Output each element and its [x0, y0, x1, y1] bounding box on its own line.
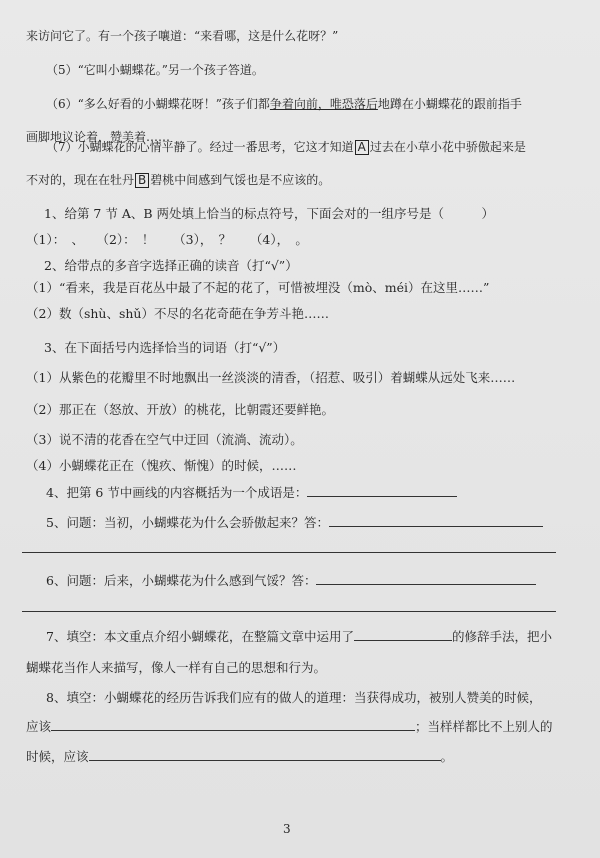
question-4-answer-blank[interactable] — [307, 484, 457, 497]
question-3-item-1: （1）从紫色的花瓣里不时地飘出一丝淡淡的清香，（招惹、吸引）着蝴蝶从远处飞来…… — [26, 370, 516, 385]
p6-underlined-phrase: 争着向前，唯恐落后 — [269, 97, 378, 111]
passage-paragraph-6 — [46, 96, 522, 112]
question-8-text-b: ；当样样都比不上别人的 — [415, 719, 553, 734]
question-5-answer-blank[interactable] — [329, 514, 543, 527]
question-7-line-2: 蝴蝶花当作人来描写，像人一样有自己的思想和行为。 — [26, 660, 327, 675]
question-3: 3、在下面括号内选择恰当的词语（打“√”） — [44, 340, 286, 355]
question-6-text: 6、问题：后来，小蝴蝶花为什么感到气馁？答： — [46, 573, 317, 588]
passage-line-1: 来访问它了。有一个孩子嚷道：“来看哪，这是什么花呀？” — [26, 29, 339, 43]
question-8-text-c: 时候，应该 — [26, 749, 89, 764]
p7-text-a: （7）小蝴蝶花的心情平静了。经过一番思考，它这才知道 — [46, 140, 354, 154]
question-5-text: 5、问题：当初，小蝴蝶花为什么会骄傲起来？答： — [46, 515, 329, 530]
passage-paragraph-5: （5）“它叫小蝴蝶花。”另一个孩子答道。 — [46, 63, 264, 77]
question-8-answer-blank-1[interactable] — [51, 718, 415, 731]
mark-box-a: A — [355, 140, 369, 155]
question-5-answer-line[interactable] — [22, 552, 556, 553]
question-1: 1、给第 7 节 A、B 两处填上恰当的标点符号，下面会对的一组序号是（ ） — [44, 206, 495, 221]
p6-text-a: （6）“多么好看的小蝴蝶花呀！”孩子们都 — [46, 97, 270, 111]
question-8-text-d: 。 — [440, 749, 454, 764]
passage-paragraph-6-line-2: 画脚地议论着，赞美着…… — [26, 130, 171, 144]
question-8-line-2 — [26, 718, 553, 735]
p6-text-b: 地蹲在小蝴蝶花的跟前指手 — [377, 97, 522, 111]
question-2-item-2: （2）数（shù、shǔ）不尽的名花奇葩在争芳斗艳…… — [26, 306, 329, 321]
question-8-answer-blank-2[interactable] — [89, 748, 441, 761]
question-7 — [46, 628, 552, 645]
mark-box-b: B — [135, 173, 149, 188]
question-1-options: （1）： 、 （2）： ！ （3）， ？ （4）， 。 — [26, 232, 308, 247]
question-3-item-3: （3）说不清的花香在空气中迂回（流淌、流动）。 — [26, 432, 303, 447]
question-2-item-1: （1）“看来，我是百花丛中最了不起的花了，可惜被埋没（mò、méi）在这里……” — [26, 280, 490, 295]
question-6-answer-blank[interactable] — [316, 572, 536, 585]
question-5 — [46, 514, 543, 531]
question-4 — [46, 484, 457, 501]
question-7-text-b: 的修辞手法，把小 — [451, 629, 552, 644]
question-6 — [46, 572, 536, 589]
question-7-text-a: 7、填空：本文重点介绍小蝴蝶花，在整篇文章中运用了 — [46, 629, 354, 644]
question-4-text: 4、把第 6 节中画线的内容概括为一个成语是： — [46, 485, 308, 500]
passage-paragraph-7 — [46, 139, 526, 155]
question-3-item-4: （4）小蝴蝶花正在（愧疚、惭愧）的时候，…… — [26, 458, 297, 473]
question-8-text-a: 应该 — [26, 719, 52, 734]
p7-text-b: 过去在小草小花中骄傲起来是 — [369, 140, 526, 154]
passage-paragraph-7-line-2 — [26, 172, 330, 188]
question-8-line-3 — [26, 748, 453, 765]
p7-line2-text-b: 碧桃中间感到气馁也是不应该的。 — [150, 173, 331, 187]
p7-line2-text-a: 不对的，现在在牡丹 — [26, 173, 135, 187]
question-8: 8、填空：小蝴蝶花的经历告诉我们应有的做人的道理：当获得成功，被别人赞美的时候， — [46, 690, 542, 705]
question-7-answer-blank[interactable] — [354, 628, 452, 641]
page-number: 3 — [283, 822, 291, 836]
question-2: 2、给带点的多音字选择正确的读音（打“√”） — [44, 258, 298, 273]
question-6-answer-line[interactable] — [22, 611, 556, 612]
question-3-item-2: （2）那正在（怒放、开放）的桃花，比朝霞还要鲜艳。 — [26, 402, 334, 417]
